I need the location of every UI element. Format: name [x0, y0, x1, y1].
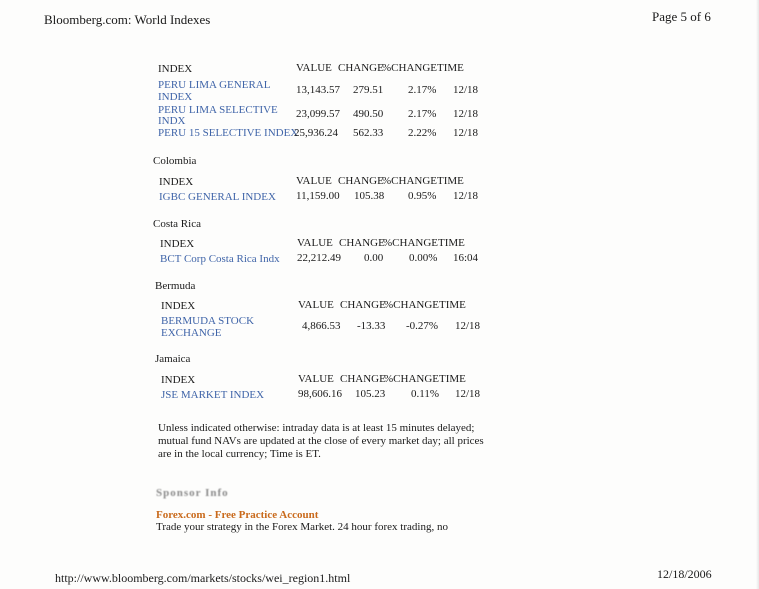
- col-header-index: INDEX: [158, 63, 193, 75]
- document-title: Bloomberg.com: World Indexes: [44, 12, 211, 27]
- value-cell: 13,143.57: [296, 84, 340, 96]
- col-header-change: CHANGE: [340, 373, 386, 385]
- change-cell: -13.33: [357, 320, 386, 332]
- col-header-pct-change: %CHANGE: [382, 175, 437, 187]
- col-header-change: CHANGE: [338, 62, 384, 74]
- col-header-time: TIME: [439, 373, 466, 385]
- change-cell: 0.00: [364, 252, 384, 264]
- page-number: Page 5 of 6: [652, 9, 711, 24]
- time-cell: 16:04: [453, 252, 479, 264]
- country-heading: Costa Rica: [153, 218, 201, 230]
- col-header-time: TIME: [438, 237, 465, 249]
- index-link-jse-market[interactable]: JSE MARKET INDEX: [161, 389, 265, 401]
- time-cell: 12/18: [453, 190, 479, 202]
- col-header-pct-change: %CHANGE: [383, 237, 438, 249]
- country-heading: Colombia: [153, 155, 197, 167]
- value-cell: 98,606.16: [298, 388, 342, 400]
- index-link-peru-lima-selective-line2[interactable]: INDX: [158, 115, 186, 127]
- col-header-value: VALUE: [296, 175, 332, 187]
- time-cell: 12/18: [455, 320, 481, 332]
- index-link-bermuda-stock-line2[interactable]: EXCHANGE: [161, 327, 222, 339]
- col-header-value: VALUE: [297, 237, 333, 249]
- index-link-peru-lima-general[interactable]: PERU LIMA GENERAL: [158, 79, 271, 91]
- time-cell: 12/18: [453, 108, 479, 120]
- pct-change-cell: 2.17%: [408, 84, 437, 96]
- country-heading: Jamaica: [155, 353, 191, 365]
- index-link-bermuda-stock[interactable]: BERMUDA STOCK: [161, 315, 255, 327]
- index-link-peru-lima-selective[interactable]: PERU LIMA SELECTIVE: [158, 104, 278, 116]
- sponsor-label: Sponsor Info: [156, 487, 229, 499]
- col-header-time: TIME: [437, 62, 464, 74]
- pct-change-cell: 0.00%: [409, 252, 438, 264]
- sponsor-ad-text: Trade your strategy in the Forex Market. 24 hour forex trading, no: [156, 521, 448, 533]
- col-header-change: CHANGE: [338, 175, 384, 187]
- col-header-index: INDEX: [161, 300, 196, 312]
- col-header-time: TIME: [439, 299, 466, 311]
- index-link-peru-lima-general-line2[interactable]: INDEX: [158, 91, 193, 103]
- pct-change-cell: -0.27%: [406, 320, 439, 332]
- col-header-pct-change: %CHANGE: [382, 62, 437, 74]
- value-cell: 23,099.57: [296, 108, 340, 120]
- data-disclaimer: Unless indicated otherwise: intraday data is at least 15 minutes delayed; mutual fund NAVs are updated at the close of every market day; all prices are in the local currency; Time is ET.: [158, 422, 484, 460]
- col-header-index: INDEX: [160, 238, 195, 250]
- col-header-value: VALUE: [298, 299, 334, 311]
- pct-change-cell: 0.95%: [408, 190, 437, 202]
- pct-change-cell: 0.11%: [411, 388, 440, 400]
- sponsor-ad-link[interactable]: Forex.com - Free Practice Account: [156, 509, 319, 521]
- col-header-change: CHANGE: [340, 299, 386, 311]
- page-url: http://www.bloomberg.com/markets/stocks/wei_region1.html: [55, 571, 351, 585]
- value-cell: 11,159.00: [296, 190, 340, 202]
- time-cell: 12/18: [453, 84, 479, 96]
- col-header-value: VALUE: [298, 373, 334, 385]
- time-cell: 12/18: [455, 388, 481, 400]
- print-date: 12/18/2006: [657, 567, 712, 581]
- change-cell: 562.33: [353, 127, 384, 139]
- change-cell: 490.50: [353, 108, 384, 120]
- col-header-pct-change: %CHANGE: [384, 373, 439, 385]
- pct-change-cell: 2.17%: [408, 108, 437, 120]
- index-link-igbc-general[interactable]: IGBC GENERAL INDEX: [159, 191, 276, 203]
- value-cell: 4,866.53: [302, 320, 341, 332]
- pct-change-cell: 2.22%: [408, 127, 437, 139]
- col-header-index: INDEX: [161, 374, 196, 386]
- country-heading: Bermuda: [155, 280, 196, 292]
- index-link-bct-corp-costa-rica[interactable]: BCT Corp Costa Rica Indx: [160, 253, 280, 265]
- col-header-change: CHANGE: [339, 237, 385, 249]
- time-cell: 12/18: [453, 127, 479, 139]
- index-link-peru-15-selective[interactable]: PERU 15 SELECTIVE INDEX: [158, 127, 299, 139]
- col-header-index: INDEX: [159, 176, 194, 188]
- change-cell: 279.51: [353, 84, 384, 96]
- change-cell: 105.23: [355, 388, 386, 400]
- col-header-pct-change: %CHANGE: [384, 299, 439, 311]
- value-cell: 25,936.24: [294, 127, 338, 139]
- change-cell: 105.38: [354, 190, 385, 202]
- value-cell: 22,212.49: [297, 252, 341, 264]
- col-header-value: VALUE: [296, 62, 332, 74]
- col-header-time: TIME: [437, 175, 464, 187]
